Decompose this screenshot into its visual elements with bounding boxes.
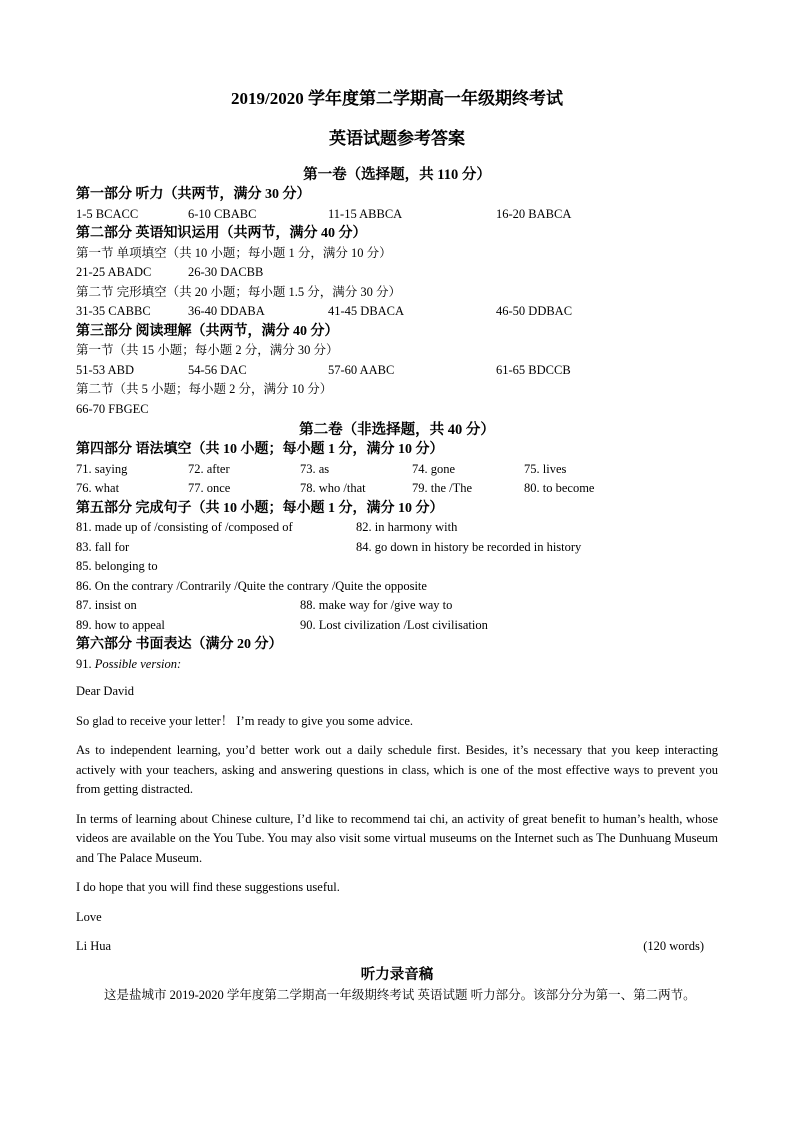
part1-answers	[76, 205, 718, 225]
part2-heading: 第二部分 英语知识运用（共两节，满分 40 分）	[76, 226, 367, 241]
word-count: (120 words)	[643, 939, 704, 953]
answer-group: 41-45 DBACA	[328, 304, 405, 318]
letter-greeting: Dear David	[76, 684, 134, 698]
answer-group: 61-65 BDCCB	[496, 362, 571, 377]
letter-paragraph: I do hope that you will find these suggestions useful.	[76, 880, 340, 894]
answer-item: 90. Lost civilization /Lost civilisation	[300, 617, 488, 632]
answer-item: 86. On the contrary /Contrarily /Quite the contrary /Quite the opposite	[76, 578, 427, 593]
answer-group: 31-35 CABBC	[76, 304, 151, 318]
answer-item: 87. insist on	[76, 598, 137, 612]
answer-item: 77. once	[188, 481, 231, 495]
question-number: 91.	[76, 656, 92, 671]
answer-key-page	[76, 86, 718, 1005]
answer-item: 83. fall for	[76, 539, 130, 554]
letter-paragraph: In terms of learning about Chinese culture, I’d like to recommend tai chi, an activity of great benefit to human’s health, whose videos are available on the You Tube. You may also visit some virtual museums on the Internet such as The Dunhuang Museum and The Palace Museum.	[76, 811, 718, 865]
answer-group: 6-10 CBABC	[188, 206, 257, 221]
answer-item: 85. belonging to	[76, 559, 158, 573]
transcript-heading: 听力录音稿	[360, 966, 434, 983]
answer-item: 80. to become	[524, 481, 595, 495]
part1-heading: 第一部分 听力（共两节，满分 30 分）	[76, 187, 311, 202]
part4-row1	[76, 460, 718, 480]
answer-group: 57-60 AABC	[328, 362, 395, 377]
document-subtitle: 英语试题参考答案	[329, 129, 465, 148]
part3-section1-answers	[76, 361, 718, 381]
part2-section2-answers	[76, 302, 718, 322]
letter-signature-row	[76, 937, 718, 957]
volume-1-heading: 第一卷（选择题，共 110 分）	[303, 167, 491, 183]
answer-item: 76. what	[76, 481, 120, 495]
answer-item: 88. make way for /give way to	[300, 598, 453, 612]
signature-name: Li Hua	[76, 939, 112, 953]
answer-group: 26-30 DACBB	[188, 265, 264, 279]
letter-paragraph: So glad to receive your letter！ I’m ready to give you some advice.	[76, 713, 414, 728]
transcript-intro: 这是盐城市 2019-2020 学年度第二学期高一年级期终考试 英语试题 听力部分。该部分分为第一、第二两节。	[104, 987, 696, 1002]
part3-heading: 第三部分 阅读理解（共两节，满分 40 分）	[76, 323, 339, 339]
part3-section2-heading: 第二节（共 5 小题；每小题 2 分，满分 10 分）	[76, 382, 333, 396]
part3-section2-answers	[76, 400, 718, 420]
answer-group: 36-40 DDABA	[188, 304, 265, 318]
part4-row2	[76, 479, 718, 499]
answer-item: 71. saying	[76, 461, 128, 476]
answer-group: 16-20 BABCA	[496, 206, 572, 221]
answer-item: 72. after	[188, 461, 230, 476]
answer-item: 78. who /that	[300, 481, 366, 495]
part3-section1-heading: 第一节（共 15 小题；每小题 2 分，满分 30 分）	[76, 343, 339, 357]
answer-group: 46-50 DDBAC	[496, 304, 573, 318]
part5-row2	[76, 538, 718, 558]
answer-group: 1-5 BCACC	[76, 206, 139, 221]
answer-group: 51-53 ABD	[76, 362, 134, 377]
essay-label	[76, 655, 718, 675]
part4-heading: 第四部分 语法填空（共 10 小题；每小题 1 分，满分 10 分）	[76, 442, 444, 457]
answer-item: 84. go down in history be recorded in history	[356, 539, 582, 554]
part2-section1-heading: 第一节 单项填空（共 10 小题；每小题 1 分，满分 10 分）	[76, 245, 392, 260]
document-title: 2019/2020 学年度第二学期高一年级期终考试	[231, 89, 563, 108]
answer-item: 89. how to appeal	[76, 617, 165, 632]
part5-row6	[76, 616, 718, 636]
answer-item: 75. lives	[524, 461, 567, 476]
answer-group: 54-56 DAC	[188, 362, 247, 377]
part2-section1-answers	[76, 263, 718, 283]
answer-item: 73. as	[300, 461, 330, 476]
part5-heading: 第五部分 完成句子（共 10 小题；每小题 1 分，满分 10 分）	[76, 500, 444, 516]
part2-section2-heading: 第二节 完形填空（共 20 小题；每小题 1.5 分，满分 30 分）	[76, 284, 402, 299]
answer-group: 11-15 ABBCA	[328, 206, 403, 221]
part5-row1	[76, 518, 718, 538]
letter-closing: Love	[76, 909, 102, 924]
letter-paragraph: As to independent learning, you’d better work out a daily schedule first. Besides, it’s necessary that you keep interacting actively with your teachers, asking and answering questions in class, which is one of the most effective ways to prevent you from getting distracted.	[76, 743, 718, 796]
part5-row5	[76, 596, 718, 616]
answer-item: 79. the /The	[412, 481, 473, 495]
volume-2-heading: 第二卷（非选择题，共 40 分）	[299, 422, 495, 438]
answer-item: 81. made up of /consisting of /composed of	[76, 520, 293, 534]
answer-group: 66-70 FBGEC	[76, 401, 149, 416]
answer-item: 82. in harmony with	[356, 520, 458, 534]
answer-item: 74. gone	[412, 461, 456, 476]
possible-version-label: Possible version:	[94, 656, 182, 671]
answer-group: 21-25 ABADC	[76, 265, 152, 279]
part6-heading: 第六部分 书面表达（满分 20 分）	[76, 637, 283, 652]
